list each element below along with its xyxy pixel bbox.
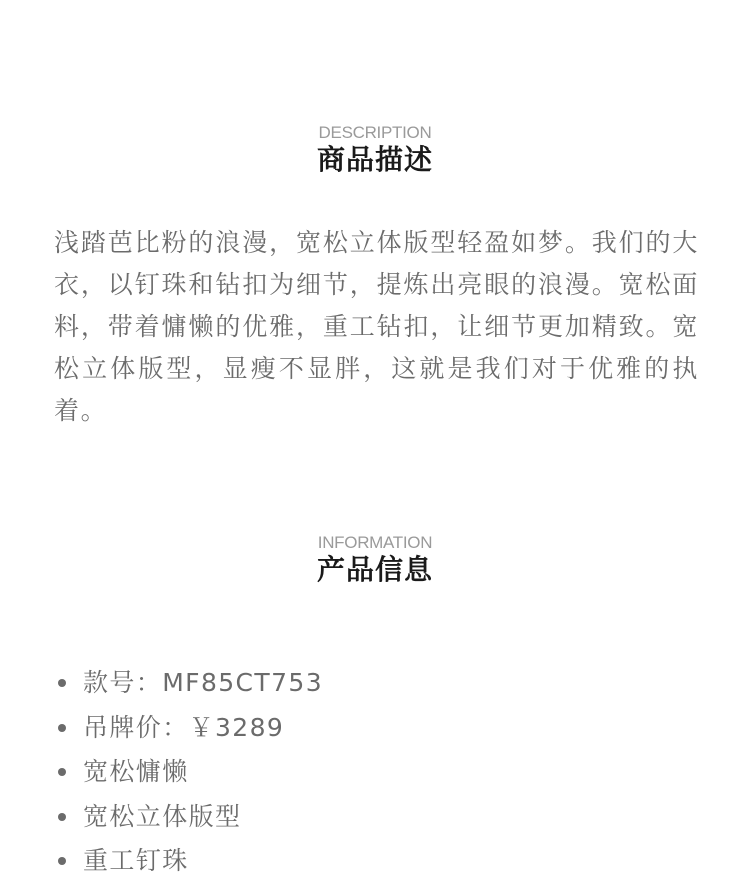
info-item-feature [56,839,323,884]
info-item-tag-price [56,706,323,751]
description-header [0,123,750,177]
description-label-en: DESCRIPTION [318,123,432,142]
info-item-text: 款号：MF85CT753 [83,668,324,697]
product-info-list [56,661,323,884]
bullet-icon [58,724,66,732]
information-title: 产品信息 [316,553,433,586]
information-header [0,533,750,587]
description-title: 商品描述 [316,143,433,176]
info-item-feature [56,750,323,795]
bullet-icon [58,857,66,865]
info-item-text: 宽松慵懒 [83,757,189,786]
bullet-icon [58,768,66,776]
bullet-icon [58,813,66,821]
info-item-text: 宽松立体版型 [83,801,242,831]
bullet-icon [58,679,66,687]
info-item-text: 吊牌价：￥3289 [83,712,285,742]
description-text: 浅踏芭比粉的浪漫，宽松立体版型轻盈如梦。我们的大衣，以钉珠和钻扣为细节，提炼出亮眼的浪漫。宽松面料，带着慵懒的优雅，重工钻扣，让细节更加精致。宽松立体版型，显瘦不显胖，这就是我们对于优雅的执着。 [54,228,699,425]
information-label-en: INFORMATION [317,533,433,552]
info-item-text: 重工钉珠 [83,846,189,875]
info-item-style-number [56,661,323,706]
info-item-feature [56,795,323,840]
